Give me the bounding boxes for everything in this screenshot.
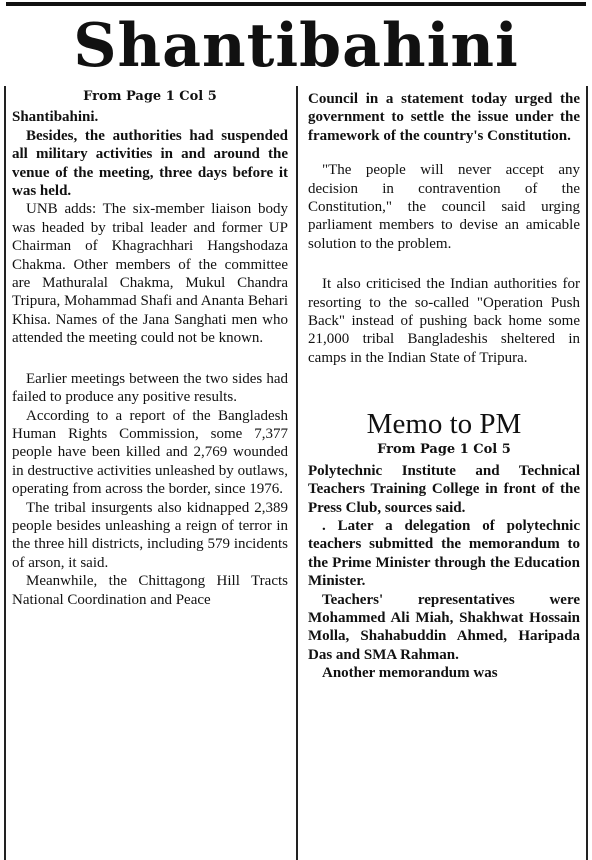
right-paragraph-3: It also criticised the Indian authorities for resorting to the so-called "Operation Push Back" instead of pushing back home some 21,000 tribal Bangladeshis sheltered in camps in the Indian State of Tripura. (308, 276, 580, 366)
left-paragraph-2: Besides, the authorities had suspended all military activities in and around the venue of the meeting, three days before it was held. (12, 127, 288, 200)
memo-paragraph-1: Polytechnic Institute and Technical Teachers Training College in front of the Press Club, sources said. (308, 462, 580, 516)
memo-paragraph-2: . Later a delegation of polytechnic teachers submitted the memorandum to the Prime Minister through the Education Minister. (308, 517, 580, 590)
left-paragraph-4: Earlier meetings between the two sides had failed to produce any positive results. (12, 370, 288, 406)
headline: Shantibahini (73, 11, 519, 81)
left-edge-rule (4, 86, 6, 860)
left-paragraph-3: UNB adds: The six-member liaison body was headed by tribal leader and former UP Chairman of Khagrachhari Hangshodaza Chakma. Other members of the committee are Mathuralal Chakma, Mukul Chandra Tripura, Mohammad Shafi and Ananta Behari Khisa. Names of the Jana Sanghati men who attended the meeting could not be known. (12, 201, 288, 347)
memo-subhead: Memo to PM (366, 408, 522, 441)
memo-paragraph-4: Another memorandum was (322, 665, 498, 682)
left-column (12, 88, 288, 609)
right-column (308, 90, 580, 683)
right-paragraph-1: Council in a statement today urged the government to settle the issue under the framework of the country's Constitution. (308, 91, 580, 144)
column-divider (296, 86, 298, 860)
memo-dateline: From Page 1 Col 5 (377, 442, 511, 458)
right-edge-rule (586, 86, 588, 860)
top-rule (6, 2, 586, 6)
left-paragraph-6: The tribal insurgents also kidnapped 2,389 people besides unleashing a reign of terror in the three hill districts, including 579 incidents of arson, it said. (12, 499, 288, 571)
left-dateline: From Page 1 Col 5 (83, 89, 217, 104)
left-paragraph-5: According to a report of the Bangladesh Human Rights Commission, some 7,377 people have been killed and 2,769 wounded in destructive activities unleashed by outlaws, operating from across the border, since 1976. (12, 407, 288, 498)
right-paragraph-2: "The people will never accept any decision in contravention of the Constitution," the council said urging parliament members to devise an amicable solution to the problem. (308, 162, 580, 252)
left-paragraph-7: Meanwhile, the Chittagong Hill Tracts National Coordination and Peace (12, 573, 288, 608)
left-paragraph-1: Shantibahini. (12, 109, 99, 126)
memo-paragraph-3: Teachers' representatives were Mohammed Ali Miah, Shakhwat Hossain Molla, Shahabuddin Ahmed, Haripada Das and SMA Rahman. (308, 591, 580, 663)
